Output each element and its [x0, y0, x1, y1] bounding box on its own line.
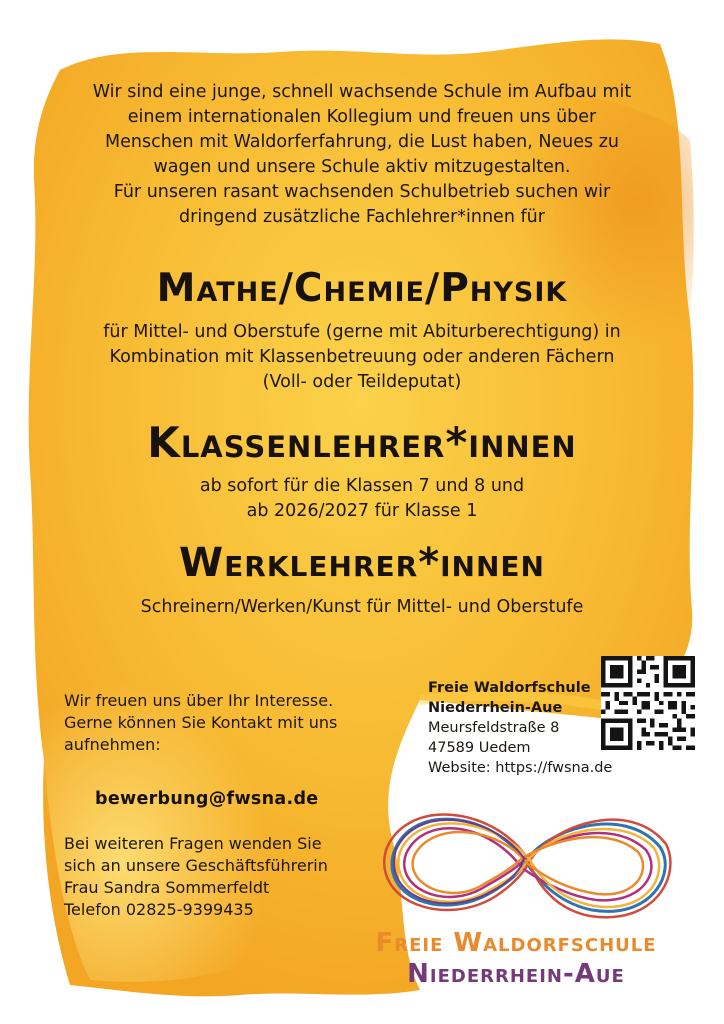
- questions-line: Bei weiteren Fragen wenden Sie: [64, 834, 322, 853]
- intro-line: einem internationalen Kollegium und freuen uns über: [127, 107, 597, 127]
- intro-line: Menschen mit Waldorferfahrung, die Lust haben, Neues zu: [105, 132, 619, 152]
- position-detail-line: (Voll- oder Teildeputat): [262, 372, 462, 392]
- intro-text: [48, 80, 676, 230]
- contact-line: Wir freuen uns über Ihr Interesse.: [64, 691, 334, 710]
- position-title-crafts-teacher: Werklehrer*innen: [179, 540, 545, 586]
- position-details-math: [30, 320, 694, 395]
- contact-text: [64, 690, 384, 756]
- manager-name: Frau Sandra Sommerfeldt: [64, 878, 270, 897]
- email-link[interactable]: bewerbung@fwsna.de: [95, 789, 319, 809]
- street: Meursfeldstraße 8: [428, 720, 560, 736]
- position-title-class-teacher: Klassenlehrer*innen: [147, 418, 577, 467]
- position-title-math: Mathe/Chemie/Physik: [156, 266, 568, 311]
- contact-line: aufnehmen:: [64, 735, 161, 754]
- logo-line1: Freie Waldorfschule: [375, 928, 657, 958]
- intro-line: Für unseren rasant wachsenden Schulbetrieb suchen wir: [113, 182, 611, 202]
- intro-line: dringend zusätzliche Fachlehrer*innen für: [179, 207, 545, 227]
- position-details-crafts-teacher: [30, 595, 694, 620]
- city: 47589 Uedem: [428, 740, 531, 756]
- questions-text: [64, 833, 394, 921]
- logo-line2: Niederrhein-Aue: [407, 959, 625, 989]
- position-details-class-teacher: [30, 474, 694, 524]
- questions-line: sich an unsere Geschäftsführerin: [64, 856, 328, 875]
- phone-number: Telefon 02825-9399435: [64, 900, 254, 919]
- intro-line: Wir sind eine junge, schnell wachsende Schule im Aufbau mit: [92, 82, 632, 102]
- position-detail-line: ab sofort für die Klassen 7 und 8 und: [199, 476, 525, 496]
- contact-line: Gerne können Sie Kontakt mit uns: [64, 713, 338, 732]
- school-name-line2: Niederrhein-Aue: [428, 700, 563, 716]
- infinity-knot-logo: [372, 792, 680, 932]
- intro-line: wagen und unsere Schule aktiv mitzugestalten.: [153, 157, 571, 177]
- position-detail-line: ab 2026/2027 für Klasse 1: [246, 501, 478, 521]
- school-logo-wordmark: [330, 928, 702, 990]
- school-name-line1: Freie Waldorfschule: [428, 680, 591, 696]
- qr-code-icon[interactable]: [601, 656, 695, 750]
- position-detail-line: für Mittel- und Oberstufe (gerne mit Abiturberechtigung) in: [103, 322, 621, 342]
- position-detail-line: Kombination mit Klassenbetreuung oder anderen Fächern: [109, 347, 615, 367]
- position-detail-line: Schreinern/Werken/Kunst für Mittel- und Oberstufe: [140, 597, 584, 617]
- website-link[interactable]: Website: https://fwsna.de: [428, 760, 613, 776]
